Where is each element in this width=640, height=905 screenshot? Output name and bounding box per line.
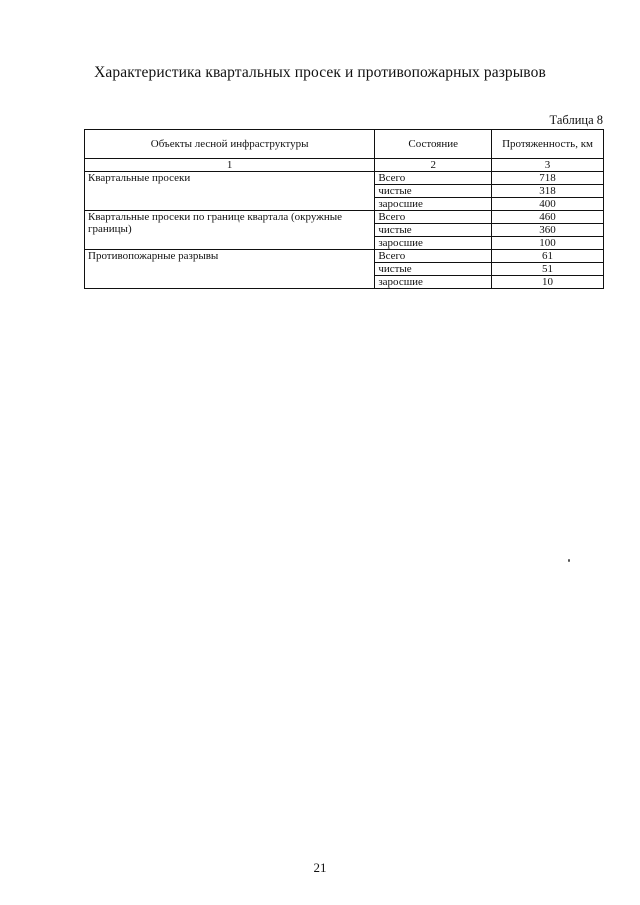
- length-cell: 718: [492, 172, 604, 185]
- length-cell: 460: [492, 211, 604, 224]
- document-title: Характеристика квартальных просек и противопожарных разрывов: [94, 64, 546, 81]
- length-cell: 10: [492, 276, 604, 289]
- state-cell: чистые: [375, 185, 492, 198]
- table-header-row: [85, 130, 604, 159]
- state-cell: заросшие: [375, 198, 492, 211]
- object-cell: Противопожарные разрывы: [85, 250, 375, 289]
- header-state: Состояние: [375, 130, 492, 159]
- object-cell: Квартальные просеки: [85, 172, 375, 211]
- length-cell: 400: [492, 198, 604, 211]
- table-row: [85, 250, 604, 263]
- length-cell: 61: [492, 250, 604, 263]
- column-number-2: 2: [375, 159, 492, 172]
- length-cell: 51: [492, 263, 604, 276]
- state-cell: Всего: [375, 172, 492, 185]
- scan-speck: [568, 559, 570, 562]
- state-cell: Всего: [375, 211, 492, 224]
- infrastructure-table: [84, 129, 604, 289]
- length-cell: 318: [492, 185, 604, 198]
- table-row: [85, 211, 604, 224]
- length-cell: 360: [492, 224, 604, 237]
- header-objects: Объекты лесной инфраструктуры: [85, 130, 375, 159]
- column-number-row: [85, 159, 604, 172]
- object-cell: Квартальные просеки по границе квартала (окружные границы): [85, 211, 375, 250]
- column-number-1: 1: [85, 159, 375, 172]
- state-cell: заросшие: [375, 237, 492, 250]
- state-cell: чистые: [375, 263, 492, 276]
- page-number: 21: [313, 860, 327, 875]
- state-cell: Всего: [375, 250, 492, 263]
- header-length: Протяженность, км: [492, 130, 604, 159]
- length-cell: 100: [492, 237, 604, 250]
- state-cell: заросшие: [375, 276, 492, 289]
- state-cell: чистые: [375, 224, 492, 237]
- table-row: [85, 172, 604, 185]
- table-caption: Таблица 8: [549, 113, 603, 127]
- column-number-3: 3: [492, 159, 604, 172]
